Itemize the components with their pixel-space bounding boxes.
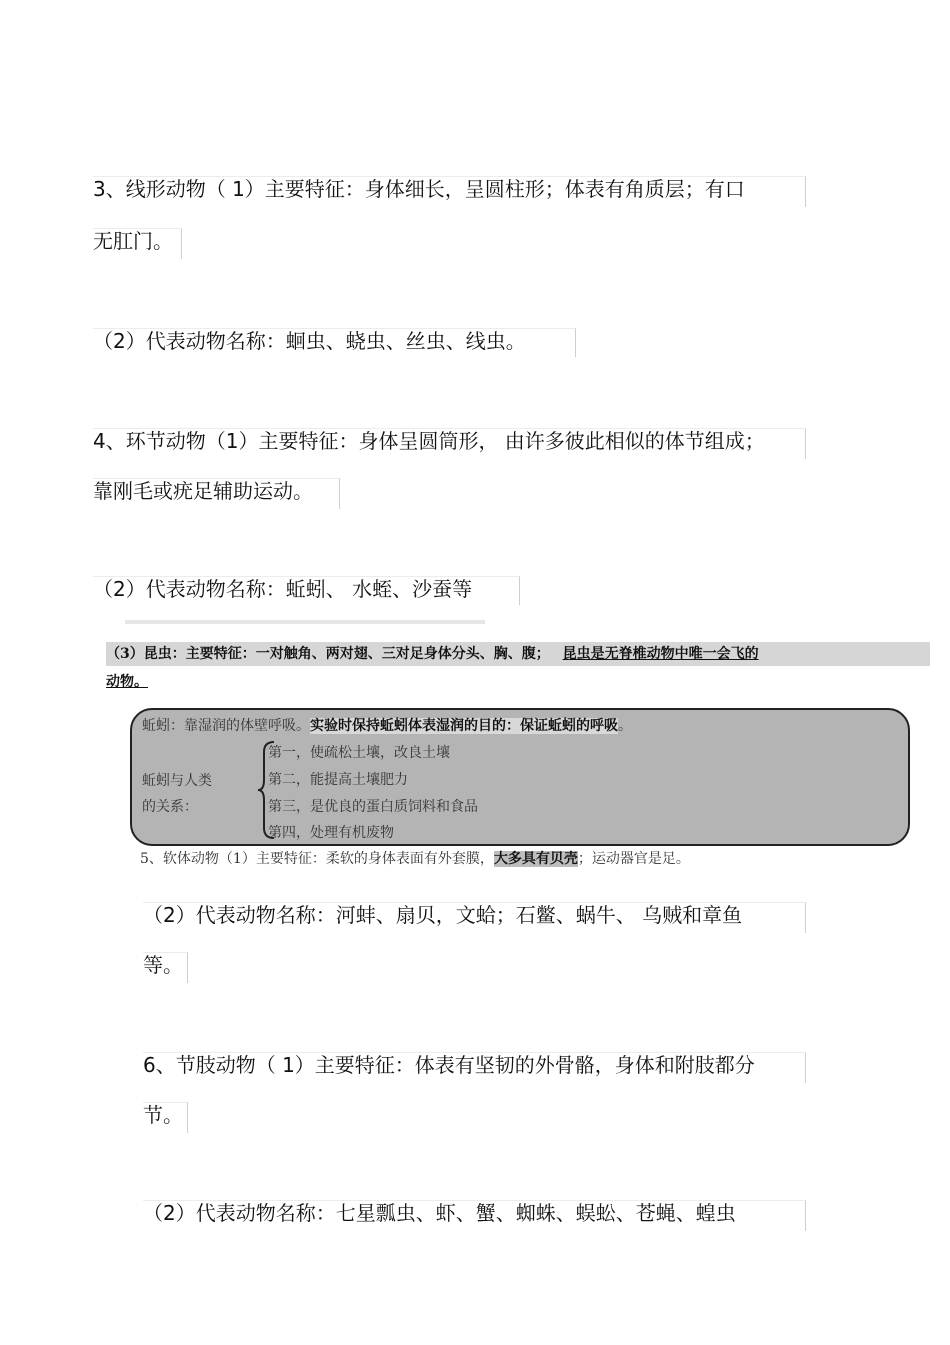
mollusc-feature-text: 5、软体动物（1）主要特征：柔软的身体表面有外套膜， <box>140 851 494 867</box>
section5-representatives-line2: 等。 <box>143 952 188 983</box>
section3-feature-line2: 无肛门。 <box>93 228 182 259</box>
relation-item-4: 第四，处理有机废物 <box>268 825 394 841</box>
section6-representatives: （2）代表动物名称：七星瓢虫、虾、蟹、蜘蛛、蜈蚣、苍蝇、蝗虫 <box>143 1200 806 1231</box>
insect-feature-line <box>106 642 930 666</box>
insect-feature-text: （3）昆虫：主要特征：一对触角、两对翅、三对足身体分头、胸、腹； <box>106 646 550 662</box>
experiment-purpose: 实验时保持蚯蚓体表湿润的目的：保证蚯蚓的呼吸 <box>310 718 618 734</box>
scanned-figure <box>100 620 935 882</box>
relation-label-1: 蚯蚓与人类 <box>142 773 212 789</box>
insect-feature-end: 动物。 <box>106 674 148 690</box>
earthworm-breathing-line <box>142 716 632 736</box>
earthworm-breathing-text: 蚯蚓：靠湿润的体壁呼吸。 <box>142 718 310 734</box>
section5-representatives-line1: （2）代表动物名称：河蚌、扇贝，文蛤；石鳖、蜗牛、 乌贼和章鱼 <box>143 902 806 933</box>
relation-item-2: 第二，能提高土壤肥力 <box>268 772 408 788</box>
mollusc-feature-end: ；运动器官是足。 <box>577 851 690 867</box>
section4-feature-line1: 4、环节动物（1）主要特征：身体呈圆筒形， 由许多彼此相似的体节组成； <box>93 428 806 459</box>
section6-feature-line1: 6、节肢动物（ 1）主要特征：体表有坚韧的外骨骼，身体和附肢都分 <box>143 1052 806 1083</box>
section4-feature-line2: 靠刚毛或疣足辅助运动。 <box>93 478 340 509</box>
insect-flying-note: 昆虫是无脊椎动物中唯一会飞的 <box>562 646 759 662</box>
mollusc-feature-line <box>140 848 690 870</box>
section6-feature-line2: 节。 <box>143 1102 188 1133</box>
relation-item-3: 第三，是优良的蛋白质饲料和食品 <box>268 799 478 815</box>
earthworm-box <box>130 708 910 846</box>
scan-top-strip <box>125 620 485 624</box>
relation-label-2: 的关系： <box>142 799 198 815</box>
mollusc-shell-note: 大多具有贝壳 <box>493 851 578 867</box>
relation-item-1: 第一，使疏松土壤，改良土壤 <box>268 745 450 761</box>
section4-representatives: （2）代表动物名称：蚯蚓、 水蛭、沙蚕等 <box>93 576 520 605</box>
breathing-end: 。 <box>618 718 632 734</box>
section3-feature-line1: 3、线形动物（ 1）主要特征：身体细长，呈圆柱形；体表有角质层；有口 <box>93 176 806 207</box>
section3-representatives: （2）代表动物名称：蛔虫、蛲虫、丝虫、线虫。 <box>93 328 576 357</box>
